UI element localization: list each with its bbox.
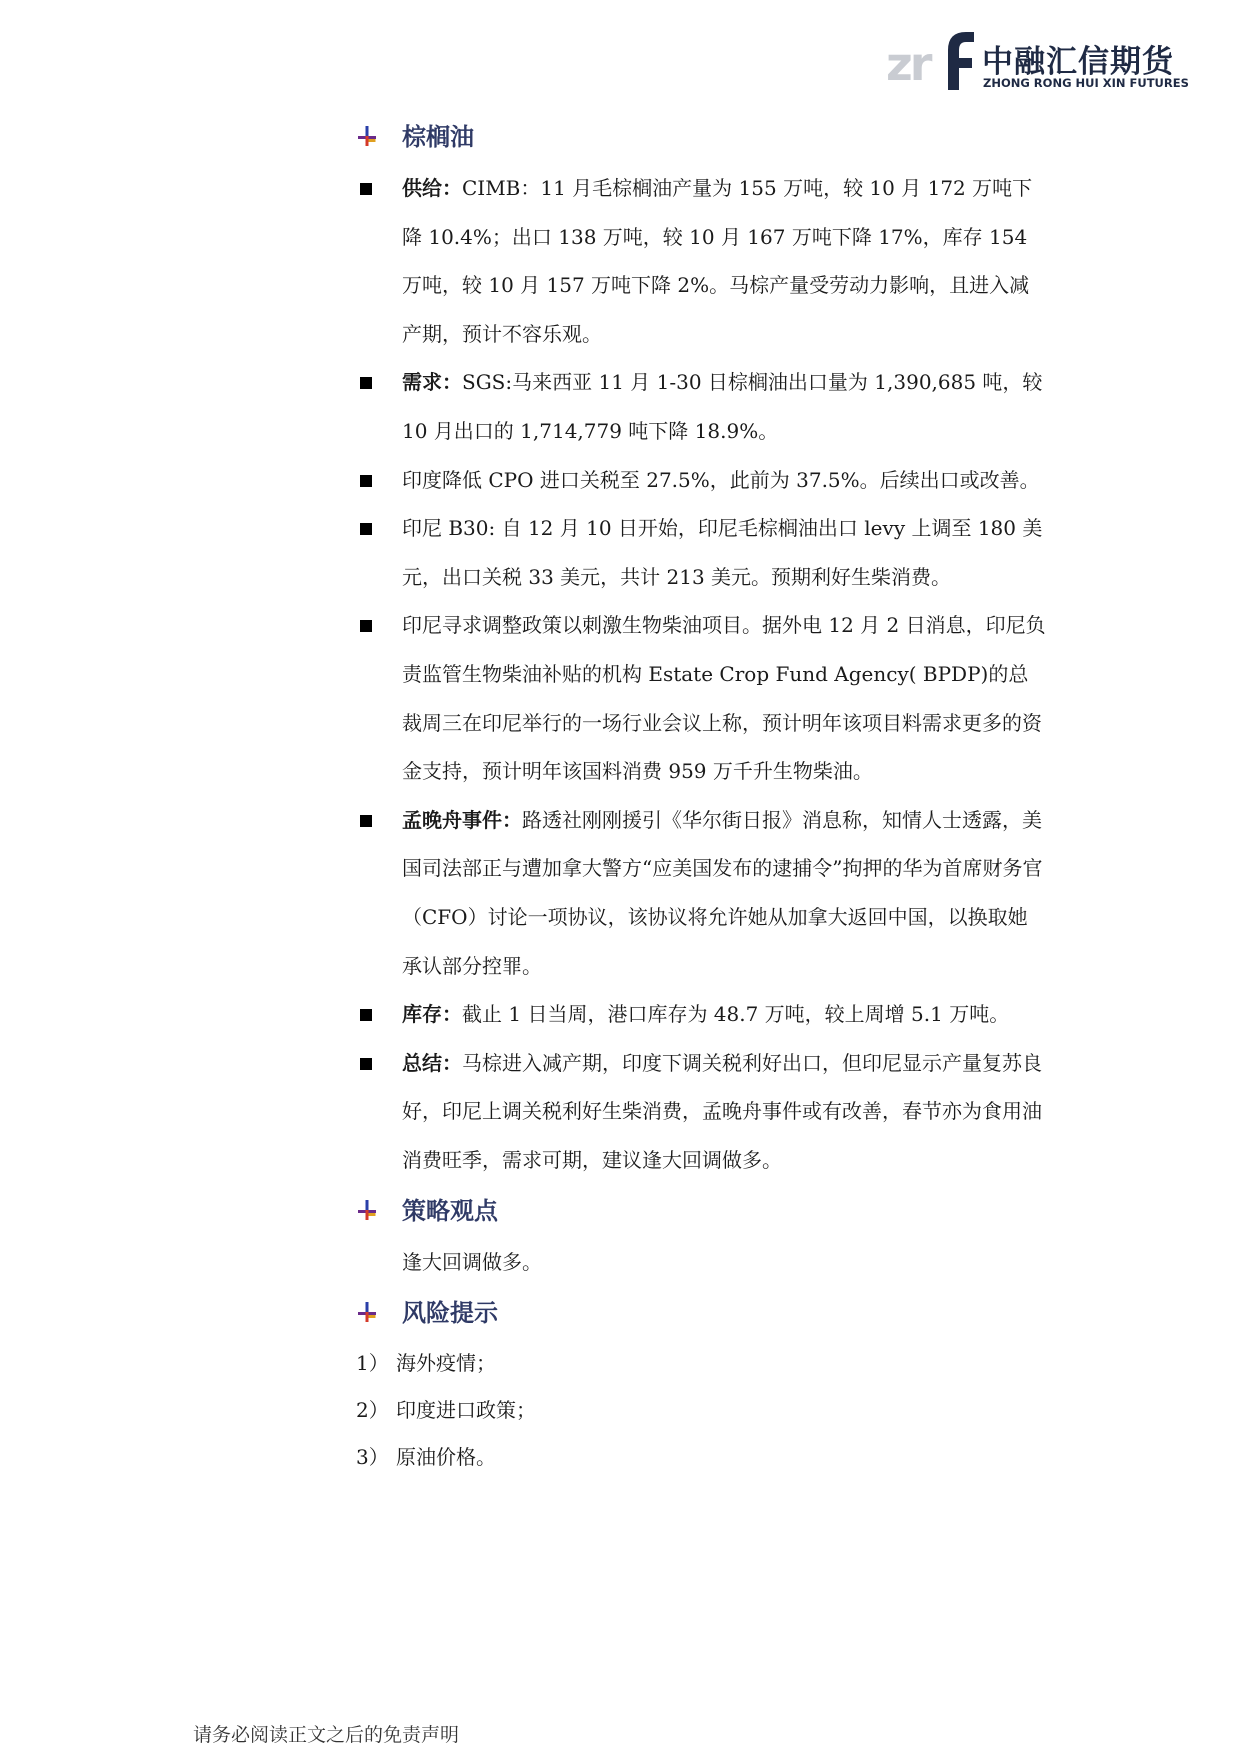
bullet-item-inventory: 库存：截止 1 日当周，港口库存为 48.7 万吨，较上周增 5.1 万吨。 [356,990,1046,1039]
section-marker-icon [356,1199,378,1221]
zrf-logo-mark-icon [886,28,976,94]
report-content [356,110,1046,1481]
square-bullet-icon [360,1009,372,1021]
svg-text:zr: zr [886,37,930,91]
logo-name-cn: 中融汇信期货 [982,44,1174,80]
bullet-item-meng-wanzhou: 孟晚舟事件：路透社刚刚援引《华尔街日报》消息称，知情人士透露，美国司法部正与遭加拿大警方“应美国发布的逮捕令”拘押的华为首席财务官（CFO）讨论一项协议，该协议将允许她从加拿大返回中国，以换取她承认部分控罪。 [356,796,1046,990]
bullet-item-indonesia-biodiesel: 印尼寻求调整政策以刺激生物柴油项目。据外电 12 月 2 日消息，印尼负责监管生物柴油补贴的机构 Estate Crop Fund Agency( BPDP)的总裁周三在印尼举行的一场行业会议上称，预计明年该项目料需求更多的资金支持，预计明年该国料消费 959 万千升生物柴油。 [356,601,1046,795]
strategy-text: 逢大回调做多。 [402,1250,542,1275]
section-marker-icon [356,125,378,147]
risk-item: 2） 印度进口政策； [356,1398,536,1423]
bullet-item-india-tariff: 印度降低 CPO 进口关税至 27.5%，此前为 37.5%。后续出口或改善。 [356,456,1046,505]
section-heading-strategy: 策略观点 [356,1184,1046,1238]
bullet-item-indonesia-b30: 印尼 B30: 自 12 月 10 日开始，印尼毛棕榈油出口 levy 上调至 180 美元，出口关税 33 美元，共计 213 美元。预期利好生柴消费。 [356,504,1046,601]
section-marker-icon [356,1301,378,1323]
square-bullet-icon [360,1058,372,1070]
square-bullet-icon [360,377,372,389]
section-heading-risk: 风险提示 [356,1286,1046,1340]
square-bullet-icon [360,183,372,195]
bullet-item-summary: 总结：马棕进入减产期，印度下调关税利好出口，但印尼显示产量复苏良好，印尼上调关税利好生柴消费，孟晚舟事件或有改善，春节亦为食用油消费旺季，需求可期，建议逢大回调做多。 [356,1039,1046,1185]
risk-item: 3） 原油价格。 [356,1445,496,1470]
logo-name-en: ZHONG RONG HUI XIN FUTURES [983,76,1189,90]
bullet-item-demand: 需求：SGS:马来西亚 11 月 1-30 日棕榈油出口量为 1,390,685 吨，较 10 月出口的 1,714,779 吨下降 18.9%。 [356,358,1046,455]
square-bullet-icon [360,620,372,632]
disclaimer-footer: 请务必阅读正文之后的免责声明 [193,1724,460,1746]
bullet-item-supply: 供给：CIMB：11 月毛棕榈油产量为 155 万吨，较 10 月 172 万吨下降 10.4%；出口 138 万吨，较 10 月 167 万吨下降 17%，库存 154 万吨，较 10 月 157 万吨下降 2%。马棕产量受劳动力影响，且进入减产期，预计不容乐观。 [356,164,1046,358]
square-bullet-icon [360,815,372,827]
section-heading-palm-oil: 棕榈油 [356,110,1046,164]
company-logo [886,28,1189,94]
square-bullet-icon [360,523,372,535]
square-bullet-icon [360,475,372,487]
risk-item: 1） 海外疫情； [356,1351,496,1376]
